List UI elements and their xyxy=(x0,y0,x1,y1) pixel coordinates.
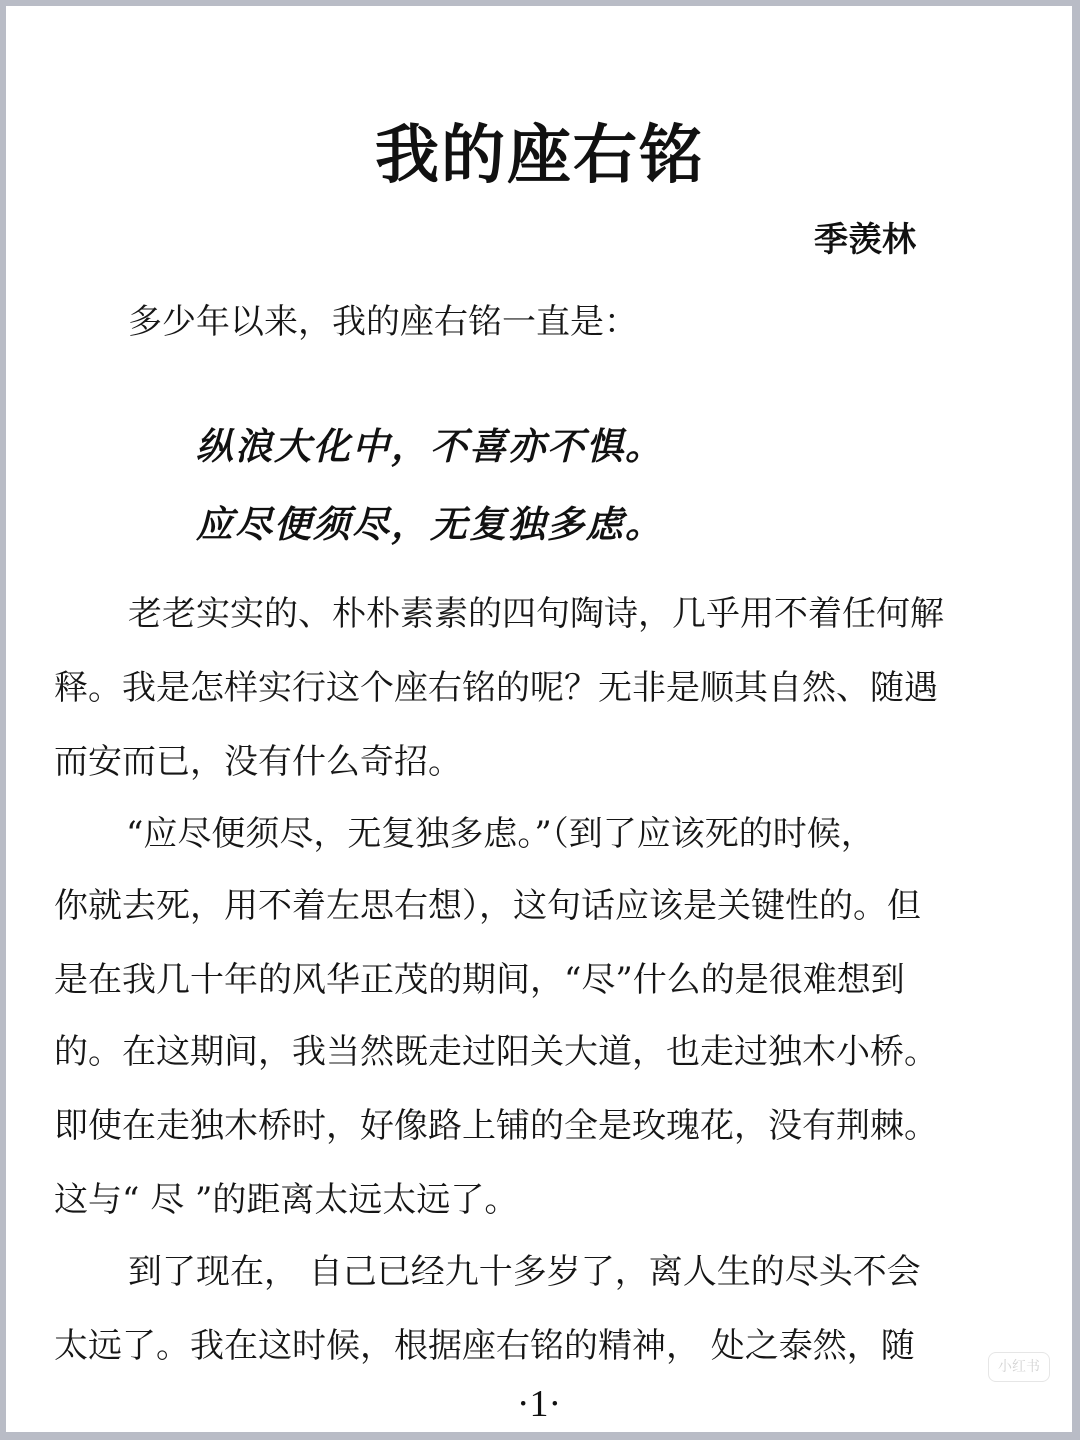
author-name: 季羡林 xyxy=(814,220,916,260)
page-number: ·1· xyxy=(516,1383,562,1425)
body-line: 这与“ 尽 ”的距离太远太远了。 xyxy=(54,1180,519,1220)
body-line: 而安而已，没有什么奇招。 xyxy=(54,742,462,782)
body-line: “应尽便须尽，无复独多虑。”（到了应该死的时候， xyxy=(126,814,875,854)
page-title: 我的座右铭 xyxy=(375,118,705,193)
poem-line: 纵浪大化中，不喜亦不惧。 xyxy=(196,425,664,468)
xiaohongshu-watermark: 小红书 xyxy=(988,1352,1050,1382)
body-line: 太远了。我在这时候，根据座右铭的精神， 处之泰然，随 xyxy=(54,1326,915,1366)
poem-line: 应尽便须尽，无复独多虑。 xyxy=(196,503,664,546)
body-line: 释。我是怎样实行这个座右铭的呢？无非是顺其自然、随遇 xyxy=(54,668,938,708)
body-line: 的。在这期间，我当然既走过阳关大道，也走过独木小桥。 xyxy=(54,1032,938,1072)
body-line: 是在我几十年的风华正茂的期间，“尽”什么的是很难想到 xyxy=(54,960,905,1000)
body-line: 老老实实的、朴朴素素的四句陶诗，几乎用不着任何解 xyxy=(128,594,944,634)
body-line: 你就去死，用不着左思右想），这句话应该是关键性的。但 xyxy=(54,886,921,926)
document-page xyxy=(6,6,1072,1432)
body-line: 即使在走独木桥时，好像路上铺的全是玫瑰花，没有荆棘。 xyxy=(54,1106,938,1146)
intro-line: 多少年以来，我的座右铭一直是： xyxy=(128,302,638,342)
body-line: 到了现在， 自己已经九十多岁了，离人生的尽头不会 xyxy=(128,1252,921,1292)
